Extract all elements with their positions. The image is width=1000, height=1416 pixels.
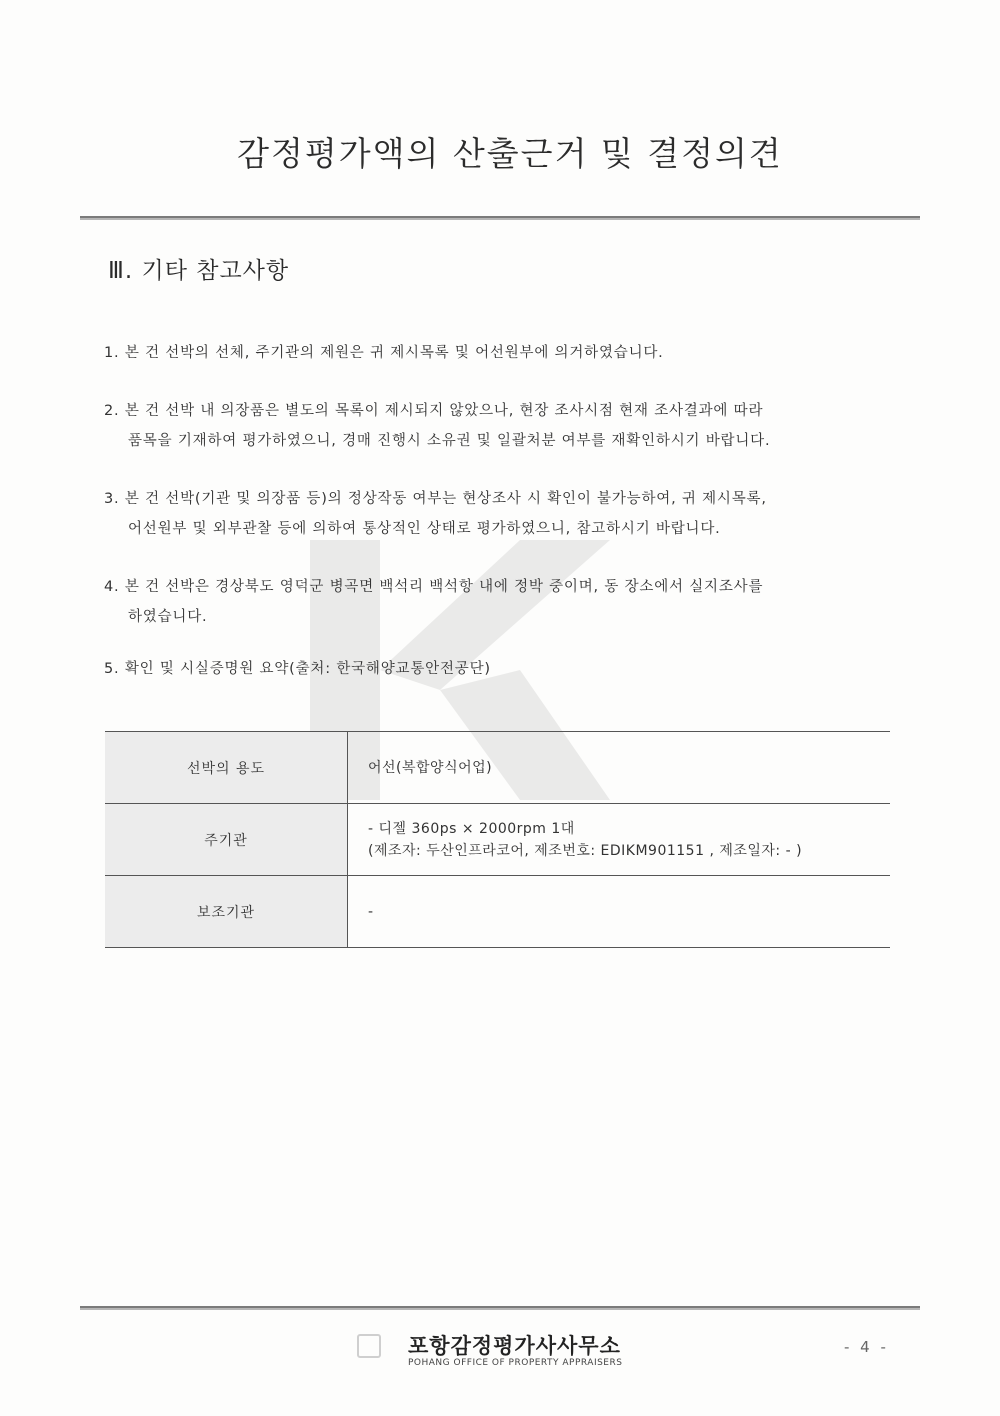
- office-name: 포항감정평가사사무소: [408, 1334, 621, 1358]
- item-number: 2.: [104, 403, 120, 419]
- table-label-cell: 주기관: [105, 804, 348, 876]
- item-text-line1: 확인 및 시실증명원 요약(출처: 한국해양교통안전공단): [124, 661, 491, 677]
- list-item: [104, 338, 894, 368]
- item-number: 4.: [104, 579, 120, 595]
- bottom-divider: [80, 1306, 920, 1310]
- item-text-line1: 본 건 선박은 경상북도 영덕군 병곡면 백석리 백석항 내에 정박 중이며, 동 장소에서 실지조사를: [124, 579, 764, 595]
- value-line1: - 디젤 360ps × 2000rpm 1대: [368, 820, 575, 837]
- office-name-english: POHANG OFFICE OF PROPERTY APPRAISERS: [408, 1358, 623, 1368]
- table-value-cell: [348, 876, 891, 948]
- item-text-line1: 본 건 선박(기관 및 의장품 등)의 정상작동 여부는 현상조사 시 확인이 불가능하여, 귀 제시목록,: [124, 491, 767, 507]
- value-line1: -: [368, 903, 374, 920]
- item-number: 3.: [104, 491, 120, 507]
- document-title: 감정평가액의 산출근거 및 결정의견: [237, 134, 783, 173]
- item-number: 5.: [104, 661, 120, 677]
- value-line1: 어선(복합양식어업): [368, 759, 493, 776]
- top-divider: [80, 216, 920, 220]
- list-item: [104, 654, 894, 684]
- value-line2: (제조자: 두산인프라코어, 제조번호: EDIKM901151 , 제조일자: - ): [368, 842, 803, 859]
- item-text-line2: 어선원부 및 외부관찰 등에 의하여 통상적인 상태로 평가하였으니, 참고하시기 바랍니다.: [128, 521, 721, 537]
- table-label-cell: 선박의 용도: [105, 732, 348, 804]
- page-number: - 4 -: [844, 1338, 889, 1356]
- item-text-line1: 본 건 선박 내 의장품은 별도의 목록이 제시되지 않았으나, 현장 조사시점 현재 조사결과에 따라: [124, 403, 764, 419]
- vessel-info-table: [105, 731, 890, 948]
- table-label-cell: 보조기관: [105, 876, 348, 948]
- list-item: [104, 396, 894, 456]
- table-row: [105, 804, 890, 876]
- table-value-cell: [348, 732, 891, 804]
- table-row: [105, 876, 890, 948]
- section-heading: Ⅲ. 기타 참고사항: [108, 258, 290, 284]
- table-value-cell: [348, 804, 891, 876]
- list-item: [104, 572, 894, 632]
- table-row: [105, 732, 890, 804]
- item-text-line2: 하였습니다.: [128, 609, 208, 625]
- reference-items-list: [104, 338, 894, 684]
- office-logo-icon: [357, 1334, 381, 1358]
- item-text-line1: 본 건 선박의 선체, 주기관의 제원은 귀 제시목록 및 어선원부에 의거하였습니다.: [124, 345, 664, 361]
- list-item: [104, 484, 894, 544]
- item-text-line2: 품목을 기재하여 평가하였으니, 경매 진행시 소유권 및 일괄처분 여부를 재확인하시기 바랍니다.: [128, 433, 771, 449]
- item-number: 1.: [104, 345, 120, 361]
